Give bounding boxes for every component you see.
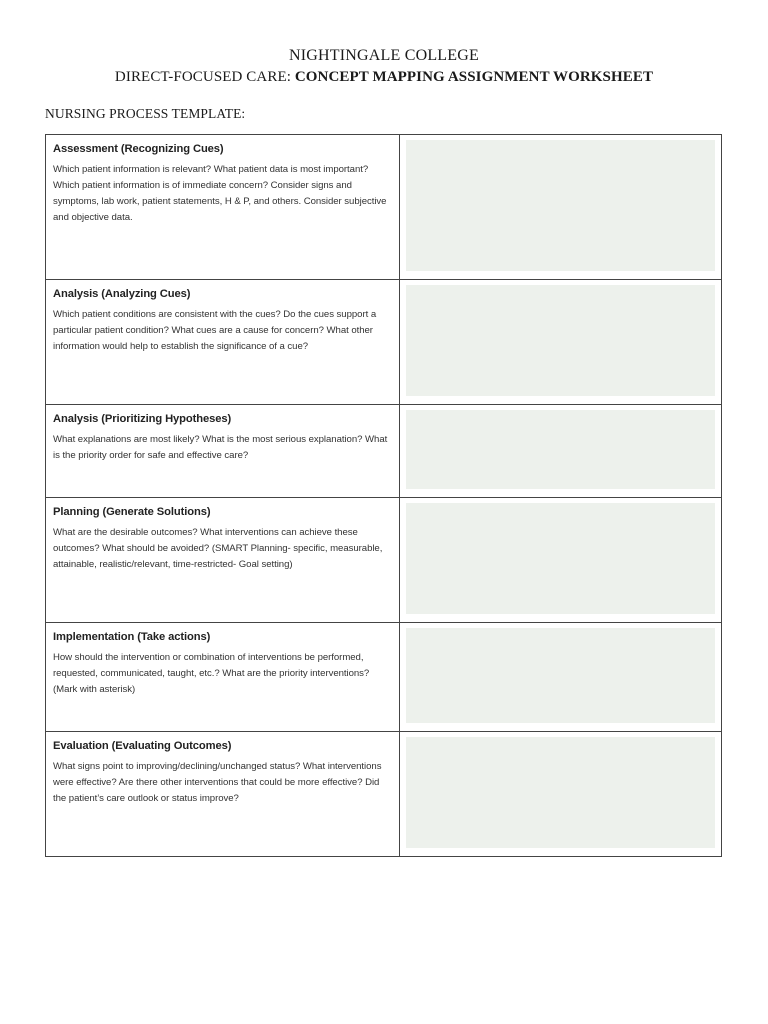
response-cell xyxy=(400,135,722,280)
response-field-evaluation[interactable] xyxy=(406,737,715,848)
response-cell xyxy=(400,405,722,498)
table-row-planning xyxy=(46,498,722,623)
section-label: NURSING PROCESS TEMPLATE: xyxy=(45,106,246,121)
prompt-cell xyxy=(46,280,400,405)
row-title: Analysis (Prioritizing Hypotheses) xyxy=(53,413,232,425)
assignment-title: CONCEPT MAPPING ASSIGNMENT WORKSHEET xyxy=(294,69,654,85)
worksheet-title xyxy=(0,67,768,87)
table-row-evaluation xyxy=(46,732,722,857)
prompt-cell xyxy=(46,732,400,857)
table-row-analysis-hypotheses xyxy=(46,405,722,498)
table-row-assessment xyxy=(46,135,722,280)
course-prefix: DIRECT-FOCUSED CARE: xyxy=(114,69,295,85)
response-cell xyxy=(400,498,722,623)
response-cell xyxy=(400,623,722,732)
prompt-cell xyxy=(46,623,400,732)
prompt-cell xyxy=(46,135,400,280)
response-field-assessment[interactable] xyxy=(406,140,715,271)
row-description: What are the desirable outcomes? What interventions can achieve these outcomes? What should be avoided? (SMART Planning- specific, measurable, attainable, realistic/relevant, time-restricted- Goal setting) xyxy=(53,527,383,570)
row-title: Evaluation (Evaluating Outcomes) xyxy=(53,740,232,752)
row-description: Which patient information is relevant? What patient data is most important? Which patient information is of immediate concern? Consider signs and symptoms, lab work, patient statements, H & P, and others. Consider subjective and objective data. xyxy=(53,164,387,223)
table-row-analysis-cues xyxy=(46,280,722,405)
row-title: Planning (Generate Solutions) xyxy=(53,506,211,518)
row-description: Which patient conditions are consistent with the cues? Do the cues support a particular patient condition? What cues are a cause for concern? What other information would help to establish the significance of a cue? xyxy=(53,309,377,352)
row-title: Assessment (Recognizing Cues) xyxy=(53,143,224,155)
response-cell xyxy=(400,732,722,857)
row-description: What explanations are most likely? What is the most serious explanation? What is the priority order for safe and effective care? xyxy=(53,434,388,461)
response-field-analysis-hypotheses[interactable] xyxy=(406,410,715,489)
table-row-implementation xyxy=(46,623,722,732)
response-field-analysis-cues[interactable] xyxy=(406,285,715,396)
row-description: How should the intervention or combination of interventions be performed, requested, communicated, taught, etc.? What are the priority interventions? (Mark with asterisk) xyxy=(53,652,370,695)
row-description: What signs point to improving/declining/unchanged status? What interventions were effective? Are there other interventions that could be more effective? Did the patient’s care outlook or status improve? xyxy=(53,761,382,804)
prompt-cell xyxy=(46,405,400,498)
document-header xyxy=(0,46,768,87)
response-field-implementation[interactable] xyxy=(406,628,715,723)
prompt-cell xyxy=(46,498,400,623)
row-title: Analysis (Analyzing Cues) xyxy=(53,288,191,300)
nursing-process-table xyxy=(45,134,722,857)
row-title: Implementation (Take actions) xyxy=(53,631,211,643)
response-cell xyxy=(400,280,722,405)
college-name: NIGHTINGALE COLLEGE xyxy=(289,47,479,64)
response-field-planning[interactable] xyxy=(406,503,715,614)
